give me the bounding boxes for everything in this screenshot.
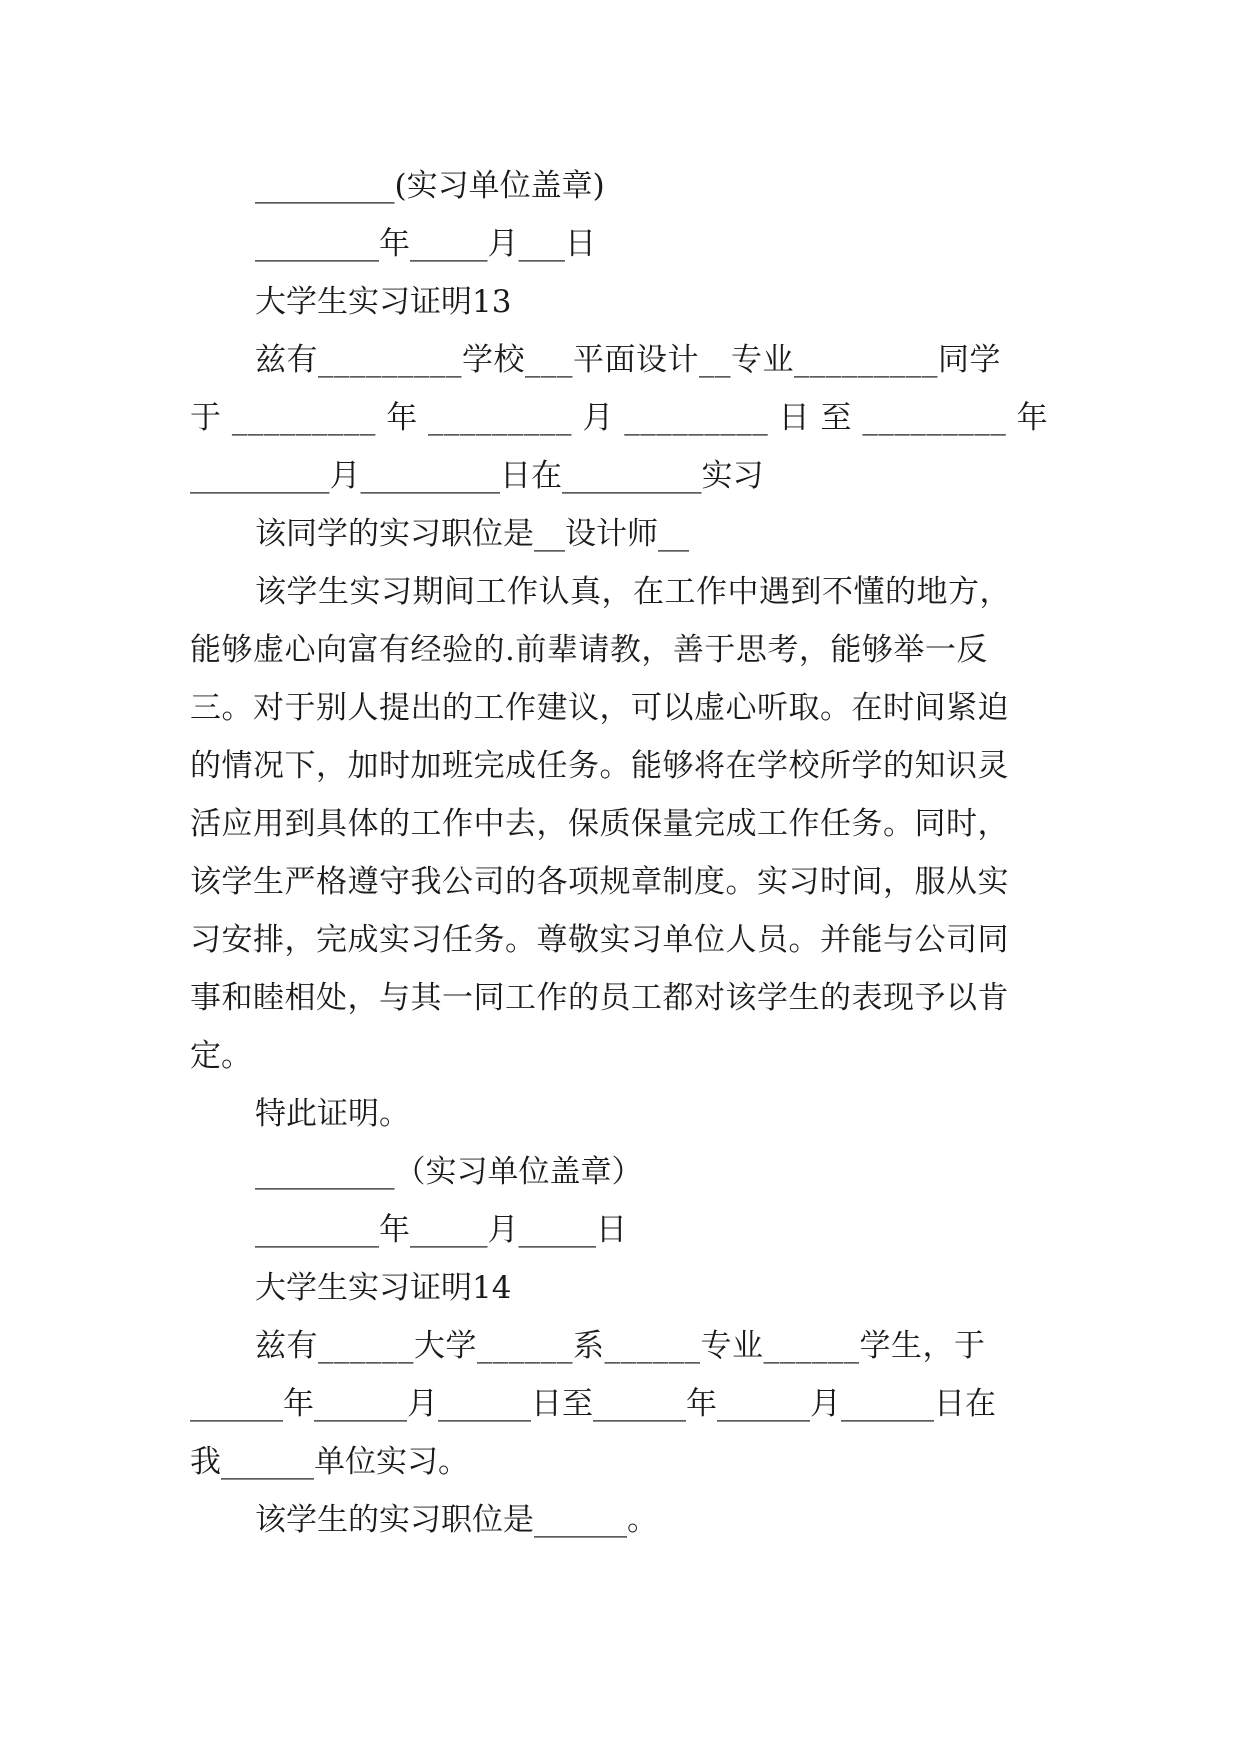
paragraph-line: _________月_________日在_________实习 — [190, 458, 764, 494]
section-title-14: 大学生实习证明14 — [255, 1270, 512, 1306]
section-title-13: 大学生实习证明13 — [255, 284, 512, 320]
body-line: 活应用到具体的工作中去，保质保量完成工作任务。同时， — [190, 806, 1009, 842]
body-line: 的情况下，加时加班完成任务。能够将在学校所学的知识灵 — [190, 748, 1009, 784]
body-line: 能够虚心向富有经验的.前辈请教，善于思考，能够举一反 — [190, 632, 988, 668]
body-line: 定。 — [190, 1038, 252, 1074]
body-line: 三。对于别人提出的工作建议，可以虚心听取。在时间紧迫 — [190, 690, 1009, 726]
body-line: 该学生实习期间工作认真，在工作中遇到不懂的地方， — [255, 574, 1011, 610]
paragraph-line: 我______单位实习。 — [190, 1444, 469, 1480]
certify-line: 特此证明。 — [255, 1096, 410, 1132]
body-line: 习安排，完成实习任务。尊敬实习单位人员。并能与公司同 — [190, 922, 1009, 958]
paragraph-line: 于 _________ 年 _________ 月 _________ 日 至 _________ 年 — [190, 400, 1049, 436]
body-line: 该学生严格遵守我公司的各项规章制度。实习时间，服从实 — [190, 864, 1009, 900]
paragraph-line: 兹有_________学校___平面设计__专业_________同学 — [255, 342, 1001, 378]
position-line-13: 该同学的实习职位是__设计师__ — [255, 516, 689, 552]
seal-line-2: _________（实习单位盖章） — [255, 1154, 643, 1190]
seal-line-1: _________(实习单位盖章) — [255, 168, 605, 204]
paragraph-line: 兹有______大学______系______专业______学生，于 — [255, 1328, 986, 1364]
paragraph-line: ______年______月______日至______年______月______日在 — [190, 1386, 996, 1422]
body-line: 事和睦相处，与其一同工作的员工都对该学生的表现予以肯 — [190, 980, 1009, 1016]
date-line-1: ________年_____月___日 — [255, 226, 596, 262]
position-line-14: 该学生的实习职位是______。 — [255, 1502, 658, 1538]
date-line-2: ________年_____月_____日 — [255, 1212, 627, 1248]
